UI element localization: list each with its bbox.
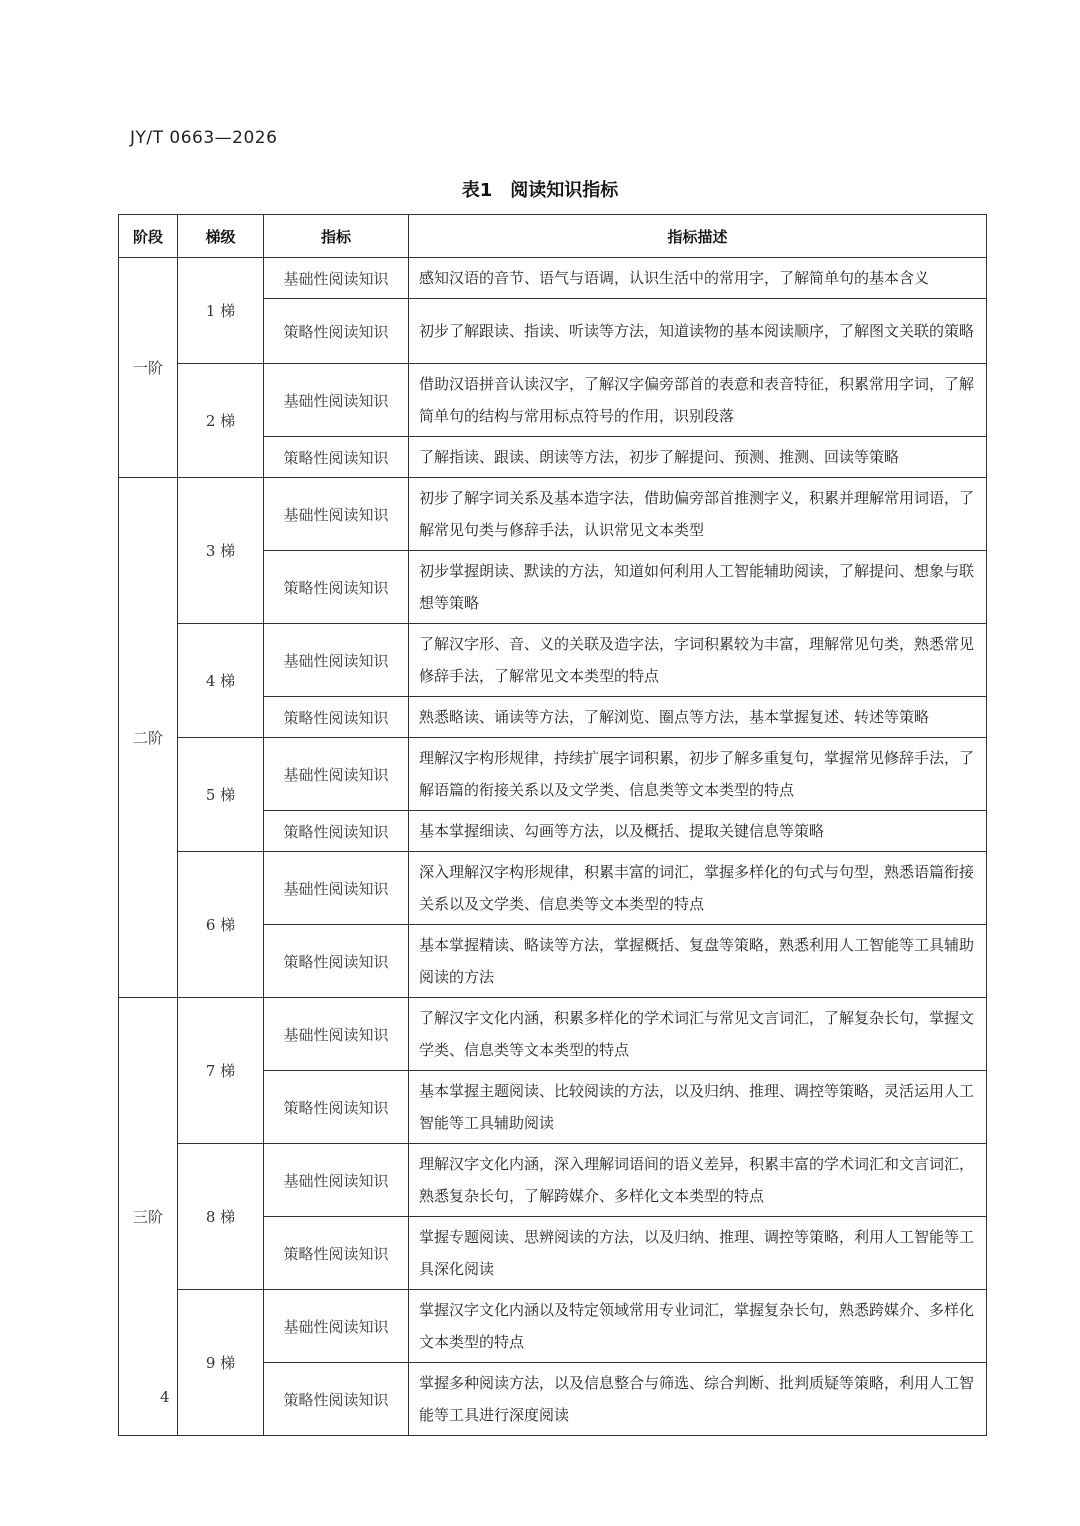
ladder-cell: 8 梯 xyxy=(178,1144,264,1290)
ladder-cell: 1 梯 xyxy=(178,258,264,364)
description-cell: 初步了解字词关系及基本造字法，借助偏旁部首推测字义，积累并理解常用词语，了解常见句类与修辞手法，认识常见文本类型 xyxy=(409,478,987,551)
index-cell: 基础性阅读知识 xyxy=(264,738,409,811)
index-cell: 基础性阅读知识 xyxy=(264,1290,409,1363)
table-row xyxy=(119,998,987,1071)
description-cell: 了解指读、跟读、朗读等方法，初步了解提问、预测、推测、回读等策略 xyxy=(409,437,987,478)
index-cell: 策略性阅读知识 xyxy=(264,925,409,998)
description-cell: 感知汉语的音节、语气与语调，认识生活中的常用字，了解简单句的基本含义 xyxy=(409,258,987,299)
table-row xyxy=(119,478,987,551)
description-cell: 熟悉略读、诵读等方法，了解浏览、圈点等方法，基本掌握复述、转述等策略 xyxy=(409,697,987,738)
ladder-cell: 6 梯 xyxy=(178,852,264,998)
index-cell: 基础性阅读知识 xyxy=(264,364,409,437)
index-cell: 基础性阅读知识 xyxy=(264,478,409,551)
table-row xyxy=(119,258,987,299)
index-cell: 基础性阅读知识 xyxy=(264,624,409,697)
description-cell: 了解汉字形、音、义的关联及造字法，字词积累较为丰富，理解常见句类，熟悉常见修辞手法，了解常见文本类型的特点 xyxy=(409,624,987,697)
document-code: JY/T 0663—2026 xyxy=(130,128,278,148)
reading-knowledge-table xyxy=(118,214,987,1436)
index-cell: 基础性阅读知识 xyxy=(264,258,409,299)
index-cell: 基础性阅读知识 xyxy=(264,1144,409,1217)
index-cell: 基础性阅读知识 xyxy=(264,852,409,925)
index-cell: 策略性阅读知识 xyxy=(264,697,409,738)
ladder-cell: 2 梯 xyxy=(178,364,264,478)
table-row xyxy=(119,738,987,811)
description-cell: 理解汉字构形规律，持续扩展字词积累，初步了解多重复句，掌握常见修辞手法，了解语篇的衔接关系以及文学类、信息类等文本类型的特点 xyxy=(409,738,987,811)
table-row xyxy=(119,624,987,697)
description-cell: 基本掌握细读、勾画等方法，以及概括、提取关键信息等策略 xyxy=(409,811,987,852)
description-cell: 掌握汉字文化内涵以及特定领域常用专业词汇，掌握复杂长句，熟悉跨媒介、多样化文本类型的特点 xyxy=(409,1290,987,1363)
index-cell: 策略性阅读知识 xyxy=(264,1363,409,1436)
index-cell: 策略性阅读知识 xyxy=(264,1217,409,1290)
ladder-cell: 5 梯 xyxy=(178,738,264,852)
description-cell: 基本掌握精读、略读等方法，掌握概括、复盘等策略，熟悉利用人工智能等工具辅助阅读的方法 xyxy=(409,925,987,998)
stage-cell: 二阶 xyxy=(119,478,178,998)
table-row xyxy=(119,852,987,925)
description-cell: 借助汉语拼音认读汉字，了解汉字偏旁部首的表意和表音特征，积累常用字词，了解简单句的结构与常用标点符号的作用，识别段落 xyxy=(409,364,987,437)
ladder-cell: 4 梯 xyxy=(178,624,264,738)
stage-cell: 一阶 xyxy=(119,258,178,478)
description-cell: 初步了解跟读、指读、听读等方法，知道读物的基本阅读顺序，了解图文关联的策略 xyxy=(409,299,987,364)
table-row xyxy=(119,1290,987,1363)
page-number: 4 xyxy=(160,1388,170,1406)
header-description: 指标描述 xyxy=(409,215,987,258)
index-cell: 基础性阅读知识 xyxy=(264,998,409,1071)
stage-cell: 三阶 xyxy=(119,998,178,1436)
table-row xyxy=(119,364,987,437)
ladder-cell: 9 梯 xyxy=(178,1290,264,1436)
header-ladder: 梯级 xyxy=(178,215,264,258)
index-cell: 策略性阅读知识 xyxy=(264,437,409,478)
table-header-row xyxy=(119,215,987,258)
table-caption: 表1 阅读知识指标 xyxy=(461,180,619,201)
description-cell: 基本掌握主题阅读、比较阅读的方法，以及归纳、推理、调控等策略，灵活运用人工智能等工具辅助阅读 xyxy=(409,1071,987,1144)
index-cell: 策略性阅读知识 xyxy=(264,551,409,624)
header-index: 指标 xyxy=(264,215,409,258)
description-cell: 初步掌握朗读、默读的方法，知道如何利用人工智能辅助阅读，了解提问、想象与联想等策略 xyxy=(409,551,987,624)
ladder-cell: 7 梯 xyxy=(178,998,264,1144)
table-row xyxy=(119,1144,987,1217)
ladder-cell: 3 梯 xyxy=(178,478,264,624)
index-cell: 策略性阅读知识 xyxy=(264,1071,409,1144)
header-stage: 阶段 xyxy=(119,215,178,258)
description-cell: 掌握专题阅读、思辨阅读的方法，以及归纳、推理、调控等策略，利用人工智能等工具深化阅读 xyxy=(409,1217,987,1290)
index-cell: 策略性阅读知识 xyxy=(264,811,409,852)
description-cell: 深入理解汉字构形规律，积累丰富的词汇，掌握多样化的句式与句型，熟悉语篇衔接关系以及文学类、信息类等文本类型的特点 xyxy=(409,852,987,925)
description-cell: 掌握多种阅读方法，以及信息整合与筛选、综合判断、批判质疑等策略，利用人工智能等工具进行深度阅读 xyxy=(409,1363,987,1436)
index-cell: 策略性阅读知识 xyxy=(264,299,409,364)
description-cell: 理解汉字文化内涵，深入理解词语间的语义差异，积累丰富的学术词汇和文言词汇，熟悉复杂长句，了解跨媒介、多样化文本类型的特点 xyxy=(409,1144,987,1217)
description-cell: 了解汉字文化内涵，积累多样化的学术词汇与常见文言词汇，了解复杂长句，掌握文学类、信息类等文本类型的特点 xyxy=(409,998,987,1071)
